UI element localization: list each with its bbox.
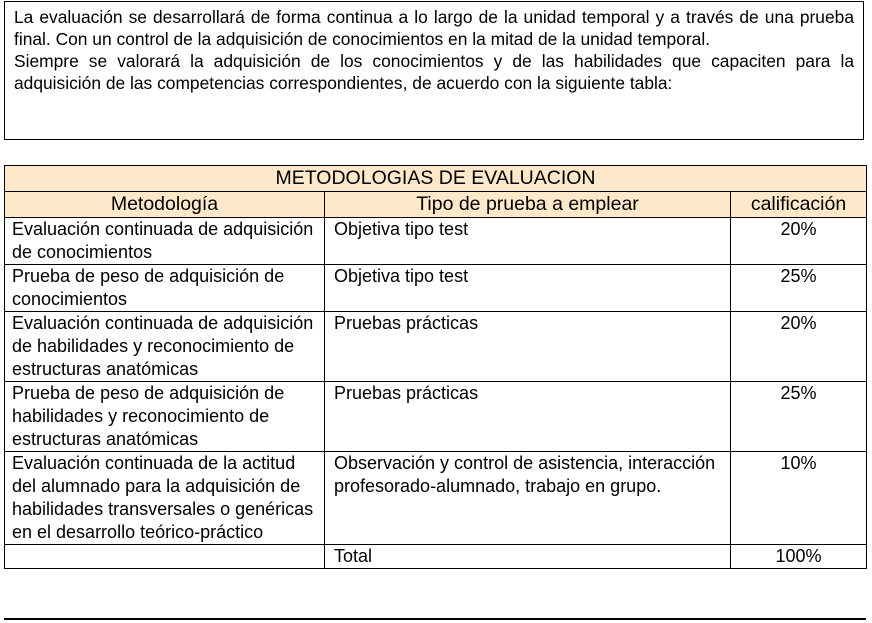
table-row bbox=[5, 312, 867, 382]
cell-tipo-prueba: Observación y control de asistencia, interacción profesorado-alumnado, trabajo en grupo. bbox=[325, 452, 731, 545]
cell-tipo-prueba: Objetiva tipo test bbox=[325, 265, 731, 312]
cell-calificacion: 25% bbox=[731, 382, 867, 452]
table-header-row bbox=[5, 192, 867, 218]
cell-total-empty bbox=[5, 545, 325, 569]
cell-total-value: 100% bbox=[731, 545, 867, 569]
cell-metodologia: Prueba de peso de adquisición de habilidades y reconocimiento de estructuras anatómicas bbox=[5, 382, 325, 452]
cell-calificacion: 10% bbox=[731, 452, 867, 545]
intro-paragraph-2: Siempre se valorará la adquisición de los conocimientos y de las habilidades que capaciten para la adquisición de las competencias correspondientes, de acuerdo con la siguiente tabla: bbox=[14, 51, 854, 93]
cell-metodologia: Evaluación continuada de adquisición de conocimientos bbox=[5, 218, 325, 265]
evaluation-methods-table bbox=[4, 165, 867, 569]
table-title-row bbox=[5, 166, 867, 192]
table-title: METODOLOGIAS DE EVALUACION bbox=[5, 166, 867, 192]
header-metodologia: Metodología bbox=[5, 192, 325, 218]
cell-tipo-prueba: Pruebas prácticas bbox=[325, 312, 731, 382]
cell-metodologia: Prueba de peso de adquisición de conocimientos bbox=[5, 265, 325, 312]
table-total-row bbox=[5, 545, 867, 569]
cell-metodologia: Evaluación continuada de adquisición de habilidades y reconocimiento de estructuras anatómicas bbox=[5, 312, 325, 382]
bottom-border-line bbox=[4, 618, 866, 620]
intro-paragraph-1: La evaluación se desarrollará de forma continua a lo largo de la unidad temporal y a través de una prueba final. Con un control de la adquisición de conocimientos en la mitad de la unidad temporal. bbox=[14, 7, 854, 49]
cell-calificacion: 20% bbox=[731, 312, 867, 382]
header-tipo-prueba: Tipo de prueba a emplear bbox=[325, 192, 731, 218]
table-row bbox=[5, 452, 867, 545]
table-row bbox=[5, 265, 867, 312]
cell-total-label: Total bbox=[325, 545, 731, 569]
header-calificacion: calificación bbox=[731, 192, 867, 218]
intro-text-box bbox=[4, 1, 864, 140]
cell-tipo-prueba: Objetiva tipo test bbox=[325, 218, 731, 265]
cell-calificacion: 20% bbox=[731, 218, 867, 265]
table-row bbox=[5, 218, 867, 265]
cell-tipo-prueba: Pruebas prácticas bbox=[325, 382, 731, 452]
cell-metodologia: Evaluación continuada de la actitud del alumnado para la adquisición de habilidades transversales o genéricas en el desarrollo teórico-práctico bbox=[5, 452, 325, 545]
cell-calificacion: 25% bbox=[731, 265, 867, 312]
table-row bbox=[5, 382, 867, 452]
